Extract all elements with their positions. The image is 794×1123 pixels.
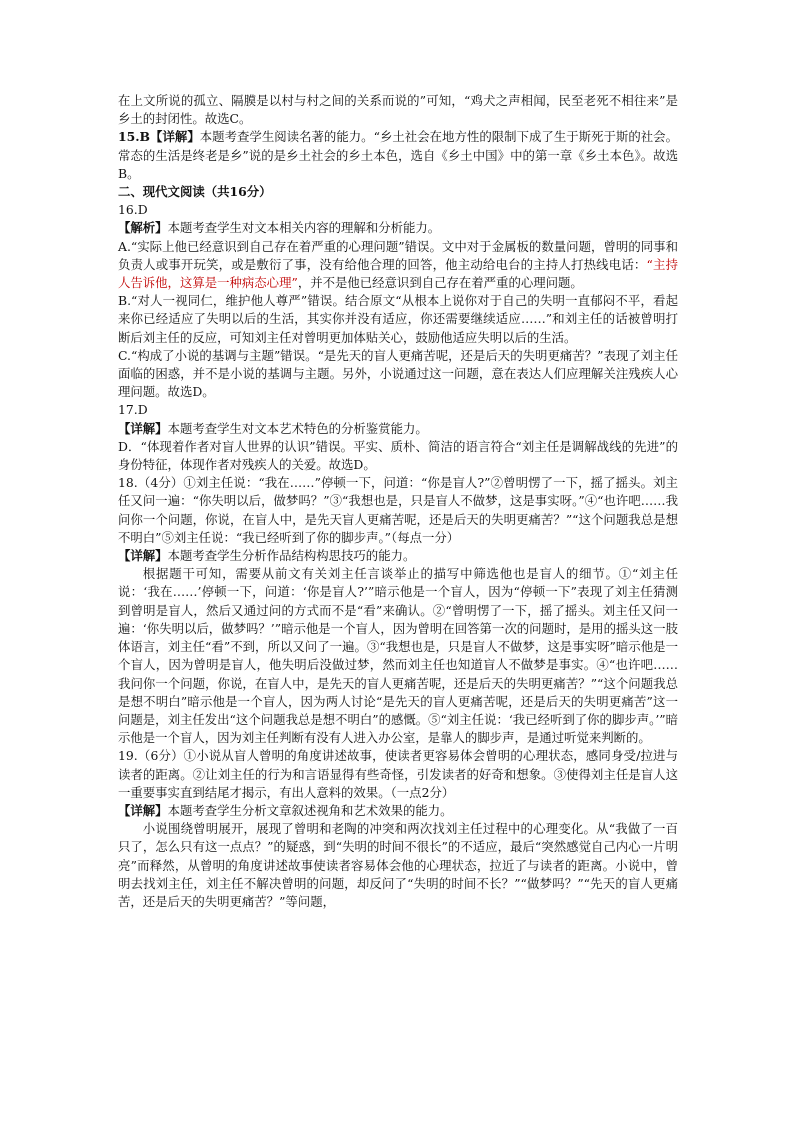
detail-label: 【详解】: [118, 802, 168, 818]
paragraph-14-end: 在上文所说的孤立、隔膜是以村与村之间的关系而说的”可知，“鸡犬之声相闻，民至老死不相往来”是乡土的封闭性。故选C。: [118, 93, 678, 127]
detail-label: 【详解】: [118, 548, 168, 564]
option-d: D．“体现着作者对盲人世界的认识”错误。平实、质朴、简洁的语言符合“刘主任是调解战线的先进”的身份特征，体现作者对残疾人的关爱。故选D。: [118, 438, 678, 473]
paragraph-17-detail: 【详解】本题考查学生对文本艺术特色的分析鉴赏能力。: [118, 420, 428, 436]
option-c: C.“构成了小说的基调与主题”错误。“是先天的盲人更痛苦呢，还是后天的失明更痛苦？”表现了刘主任面临的困惑，并不是小说的基调与主题。另外，小说通过这一问题，意在表达人们应理解关注残疾人心理问题。故选D。: [118, 347, 678, 400]
document-page: [118, 92, 678, 911]
paragraph-15-answer: 15.B【详解】本题考查学生阅读名著的能力。“乡土社会在地方性的限制下成了生于斯死于斯的社会。常态的生活是终老是乡”说的是乡土社会的乡土本色，选自《乡土中国》中的第一章《乡土本色》。故选B。: [118, 129, 678, 181]
detail-label: 【详解】: [118, 420, 168, 436]
analysis-label: 【解析】: [118, 220, 168, 236]
answer-label: 15.B【详解】: [118, 129, 200, 145]
option-b: B.“对人一视同仁，维护他人尊严”错误。结合原文“从根本上说你对于自己的失明一直郁闷不平，看起来你已经适应了失明以后的生活，其实你并没有适应，你还需要继续适应……”和刘主任的话被曾明打断后刘主任的反应，可知刘主任对曾明更加体贴关心，鼓励他适应失明以后的生活。: [118, 293, 678, 345]
paragraph-18-explanation: 根据题干可知，需要从前文有关刘主任言谈举止的描写中筛选他也是盲人的细节。①“刘主任说：‘我在……’停顿一下，问道：‘你是盲人?’”暗示他是一个盲人，因为“停顿一下”表现了刘主任猜测到曾明是盲人，然后又通过问的方式而不是“看”来确认。②“曾明愣了一下，摇了摇头。刘主任又问一遍：‘你失明以后，做梦吗？’”暗示他是一个盲人，因为曾明在回答第一次的问题时，是用的摇头这一肢体语言，刘主任“看”不到，所以又问了一遍。③“我想也是，只是盲人不做梦，这是事实呀”暗示他是一个盲人，因为曾明是盲人，他失明后没做过梦，然而刘主任也知道盲人不做梦是事实。④“也许吧……我问你一个问题，你说，在盲人中，是先天的盲人更痛苦呢，还是后天的失明更痛苦？”“这个问题我总是想不明白”暗示他是一个盲人，因为两人讨论“是先天的盲人更痛苦呢，还是后天的失明更痛苦”这一问题是，刘主任发出“这个问题我总是想不明白”的感慨。⑤“刘主任说：‘我已经听到了你的脚步声。’”暗示他是一个盲人，因为刘主任判断有没有人进入办公室，是靠人的脚步声，是通过听觉来判断的。: [118, 566, 678, 746]
paragraph-16-analysis: 【解析】本题考查学生对文本相关内容的理解和分析能力。: [118, 220, 441, 236]
answer-18: 18.（4分）①刘主任说：“我在……”停顿一下，问道：“你是盲人?”②曾明愣了一下，摇了摇头。刘主任又问一遍：“你失明以后，做梦吗？”③“我想也是，只是盲人不做梦，这是事实呀。”④“也许吧……我问你一个问题，你说，在盲人中，是先天盲人更痛苦呢，还是后天的失明更痛苦？”“这个问题我总是想不明白”⑤刘主任说：“我已经听到了你的脚步声。”（每点一分）: [118, 475, 678, 545]
highlighted-quote: “主持人告诉他，这算是一种病态心理”: [118, 256, 679, 291]
paragraph-19-explanation: 小说围绕曾明展开，展现了曾明和老陶的冲突和两次找刘主任过程中的心理变化。从“我做了一百只了，怎么只有这一点点？”的疑惑，到“失明的时间不很长”的不适应，最后“突然感觉自己内心一片明亮”而释然，从曾明的角度讲述故事使读者容易体会他的心理状态，拉近了与读者的距离。小说中，曾明去找刘主任，刘主任不解决曾明的问题，却反问了“失明的时间不长？”“做梦吗？”“先天的盲人更痛苦，还是后天的失明更痛苦？”等问题，: [118, 821, 678, 909]
answer-19: 19.（6分）①小说从盲人曾明的角度讲述故事，使读者更容易体会曾明的心理状态，感同身受/拉进与读者的距离。②让刘主任的行为和言语显得有些奇怪，引发读者的好奇和想象。③使得刘主任是盲人这一重要事实直到结尾才揭示，有出人意料的效果。（一点2分）: [118, 748, 678, 800]
section-heading: 二、现代文阅读（共16分）: [118, 184, 272, 200]
answer-16: 16.D: [118, 202, 148, 218]
paragraph-18-detail: 【详解】本题考查学生分析作品结构构思技巧的能力。: [118, 548, 416, 564]
paragraph-19-detail: 【详解】本题考查学生分析文章叙述视角和艺术效果的能力。: [118, 802, 453, 818]
answer-17: 17.D: [118, 402, 148, 418]
option-a: A.“实际上他已经意识到自己存在着严重的心理问题”错误。文中对于金属板的数量问题，曾明的同事和负责人或事开玩笑，或是敷衍了事，没有给他合理的回答，他主动给电台的主持人打热线电话：“主持人告诉他，这算是一种病态心理”，并不是他已经意识到自己存在着严重的心理问题。: [118, 238, 679, 291]
